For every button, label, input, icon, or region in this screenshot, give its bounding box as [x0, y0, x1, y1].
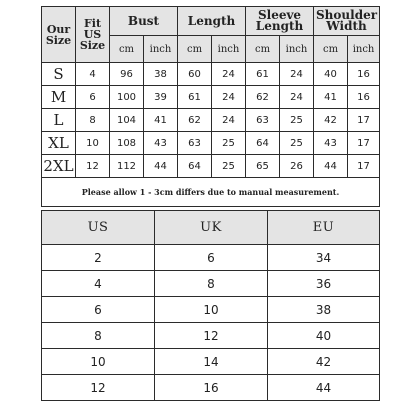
size-label: S — [42, 63, 76, 86]
header-eu: EU — [268, 211, 380, 245]
table-row — [42, 271, 380, 297]
shoulder-cm: 43 — [314, 132, 348, 155]
unit-label: cm — [246, 36, 280, 63]
conversion-us: 8 — [42, 323, 155, 349]
length-inch: 24 — [212, 109, 246, 132]
header-us: US — [42, 211, 155, 245]
length-cm: 63 — [178, 132, 212, 155]
header-bust: Bust — [110, 7, 178, 36]
conversion-eu: 40 — [268, 323, 380, 349]
table-row — [42, 245, 380, 271]
conversion-eu: 44 — [268, 375, 380, 401]
fit-us-size: 4 — [76, 63, 110, 86]
conversion-us: 2 — [42, 245, 155, 271]
sleeve-cm: 62 — [246, 86, 280, 109]
bust-cm: 104 — [110, 109, 144, 132]
conversion-us: 4 — [42, 271, 155, 297]
sleeve-inch: 25 — [280, 132, 314, 155]
sleeve-cm: 63 — [246, 109, 280, 132]
table-row — [42, 323, 380, 349]
table-row — [42, 297, 380, 323]
length-inch: 25 — [212, 155, 246, 178]
sleeve-inch: 24 — [280, 63, 314, 86]
conversion-uk: 14 — [155, 349, 268, 375]
size-chart-table — [41, 6, 380, 207]
bust-cm: 100 — [110, 86, 144, 109]
sleeve-inch: 26 — [280, 155, 314, 178]
length-cm: 60 — [178, 63, 212, 86]
bust-inch: 38 — [144, 63, 178, 86]
conversion-uk: 10 — [155, 297, 268, 323]
unit-label: cm — [314, 36, 348, 63]
unit-label: inch — [212, 36, 246, 63]
fit-us-size: 10 — [76, 132, 110, 155]
sleeve-cm: 65 — [246, 155, 280, 178]
size-chart-body — [42, 63, 380, 178]
unit-label: cm — [178, 36, 212, 63]
measurement-note: Please allow 1 - 3cm differs due to manual measurement. — [42, 178, 380, 207]
size-label: XL — [42, 132, 76, 155]
size-label: L — [42, 109, 76, 132]
shoulder-cm: 42 — [314, 109, 348, 132]
header-fit-us-size: Fit US Size — [76, 7, 110, 63]
table-row — [42, 109, 380, 132]
conversion-eu: 42 — [268, 349, 380, 375]
shoulder-cm: 40 — [314, 63, 348, 86]
bust-inch: 43 — [144, 132, 178, 155]
header-sleeve-length: Sleeve Length — [246, 7, 314, 36]
bust-inch: 44 — [144, 155, 178, 178]
conversion-eu: 34 — [268, 245, 380, 271]
shoulder-cm: 44 — [314, 155, 348, 178]
length-cm: 64 — [178, 155, 212, 178]
shoulder-inch: 17 — [348, 109, 380, 132]
header-shoulder-width: Shoulder Width — [314, 7, 380, 36]
unit-label: inch — [280, 36, 314, 63]
table-row — [42, 155, 380, 178]
conversion-us: 12 — [42, 375, 155, 401]
conversion-uk: 8 — [155, 271, 268, 297]
header-uk: UK — [155, 211, 268, 245]
conversion-us: 6 — [42, 297, 155, 323]
bust-inch: 39 — [144, 86, 178, 109]
conversion-uk: 16 — [155, 375, 268, 401]
sleeve-cm: 61 — [246, 63, 280, 86]
sleeve-inch: 24 — [280, 86, 314, 109]
unit-label: inch — [348, 36, 380, 63]
shoulder-inch: 16 — [348, 86, 380, 109]
length-inch: 24 — [212, 86, 246, 109]
bust-cm: 112 — [110, 155, 144, 178]
length-cm: 62 — [178, 109, 212, 132]
table-row — [42, 132, 380, 155]
bust-cm: 108 — [110, 132, 144, 155]
conversion-uk: 12 — [155, 323, 268, 349]
conversion-us: 10 — [42, 349, 155, 375]
conversion-eu: 38 — [268, 297, 380, 323]
fit-us-size: 8 — [76, 109, 110, 132]
conversion-body — [42, 245, 380, 401]
conversion-uk: 6 — [155, 245, 268, 271]
length-inch: 25 — [212, 132, 246, 155]
table-row — [42, 375, 380, 401]
length-inch: 24 — [212, 63, 246, 86]
fit-us-size: 6 — [76, 86, 110, 109]
conversion-eu: 36 — [268, 271, 380, 297]
shoulder-cm: 41 — [314, 86, 348, 109]
bust-cm: 96 — [110, 63, 144, 86]
sleeve-inch: 25 — [280, 109, 314, 132]
table-row — [42, 86, 380, 109]
unit-label: inch — [144, 36, 178, 63]
table-row — [42, 349, 380, 375]
shoulder-inch: 17 — [348, 132, 380, 155]
shoulder-inch: 17 — [348, 155, 380, 178]
length-cm: 61 — [178, 86, 212, 109]
size-conversion-table — [41, 210, 380, 401]
sleeve-cm: 64 — [246, 132, 280, 155]
unit-label: cm — [110, 36, 144, 63]
fit-us-size: 12 — [76, 155, 110, 178]
header-length: Length — [178, 7, 246, 36]
bust-inch: 41 — [144, 109, 178, 132]
header-our-size: Our Size — [42, 7, 76, 63]
size-label: 2XL — [42, 155, 76, 178]
table-row — [42, 63, 380, 86]
size-label: M — [42, 86, 76, 109]
shoulder-inch: 16 — [348, 63, 380, 86]
